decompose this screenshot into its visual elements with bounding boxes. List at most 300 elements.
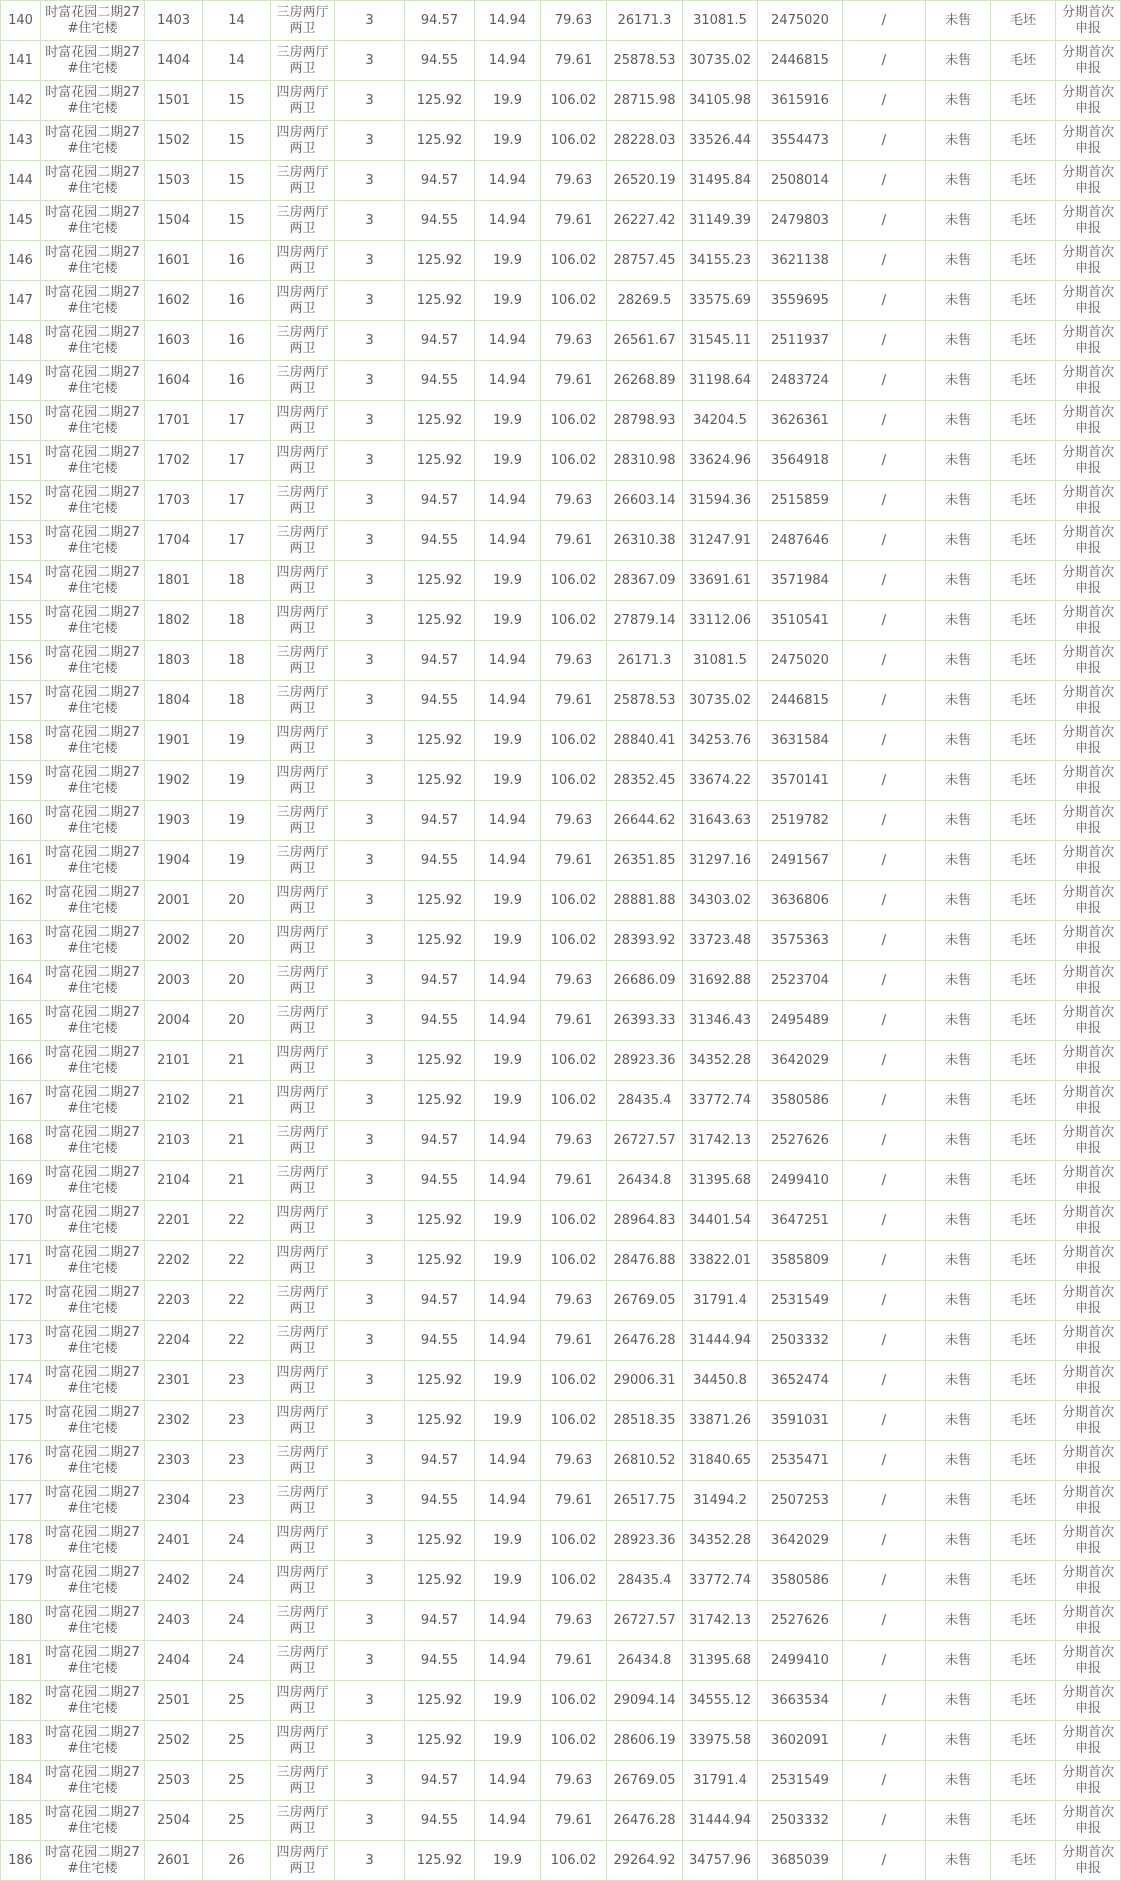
cell-price-per-interior-area: 34555.12	[683, 1681, 758, 1721]
cell-shared-area: 14.94	[475, 41, 541, 81]
cell-sale-status: 未售	[926, 281, 991, 321]
table-row	[1, 1121, 1121, 1161]
cell-interior-area: 106.02	[541, 921, 607, 961]
cell-interior-area: 79.63	[541, 161, 607, 201]
cell-room-number: 1702	[145, 441, 203, 481]
cell-unit-count: 3	[335, 1041, 405, 1081]
cell-row-index: 171	[1, 1241, 41, 1281]
table-row	[1, 481, 1121, 521]
cell-declaration-note: 分期首次申报	[1056, 41, 1121, 81]
cell-unit-layout: 四房两厅两卫	[271, 921, 335, 961]
cell-price-per-building-area: 28964.83	[607, 1201, 683, 1241]
cell-row-index: 168	[1, 1121, 41, 1161]
cell-record-info: /	[843, 401, 926, 441]
cell-floor-number: 24	[203, 1601, 271, 1641]
cell-interior-area: 79.63	[541, 321, 607, 361]
table-row	[1, 721, 1121, 761]
cell-building-area: 125.92	[405, 1561, 475, 1601]
cell-building-area: 94.57	[405, 1761, 475, 1801]
cell-unit-layout: 四房两厅两卫	[271, 81, 335, 121]
cell-total-price: 3591031	[758, 1401, 843, 1441]
cell-floor-number: 20	[203, 921, 271, 961]
cell-building-area: 94.55	[405, 521, 475, 561]
cell-price-per-interior-area: 33674.22	[683, 761, 758, 801]
cell-price-per-interior-area: 31198.64	[683, 361, 758, 401]
cell-total-price: 2531549	[758, 1761, 843, 1801]
cell-room-number: 2202	[145, 1241, 203, 1281]
cell-declaration-note: 分期首次申报	[1056, 401, 1121, 441]
cell-finish-type: 毛坯	[991, 1281, 1056, 1321]
cell-building-area: 125.92	[405, 241, 475, 281]
cell-shared-area: 19.9	[475, 1841, 541, 1881]
table-row	[1, 1561, 1121, 1601]
table-row	[1, 81, 1121, 121]
cell-shared-area: 14.94	[475, 1601, 541, 1641]
cell-finish-type: 毛坯	[991, 1121, 1056, 1161]
cell-unit-layout: 四房两厅两卫	[271, 1561, 335, 1601]
cell-unit-layout: 三房两厅两卫	[271, 961, 335, 1001]
cell-finish-type: 毛坯	[991, 241, 1056, 281]
cell-building-name: 时富花园二期27#住宅楼	[41, 721, 145, 761]
cell-price-per-building-area: 28518.35	[607, 1401, 683, 1441]
cell-interior-area: 79.61	[541, 841, 607, 881]
cell-shared-area: 19.9	[475, 1201, 541, 1241]
cell-row-index: 159	[1, 761, 41, 801]
table-row	[1, 1081, 1121, 1121]
cell-interior-area: 79.63	[541, 1601, 607, 1641]
cell-interior-area: 106.02	[541, 721, 607, 761]
cell-building-area: 125.92	[405, 601, 475, 641]
cell-record-info: /	[843, 41, 926, 81]
cell-interior-area: 106.02	[541, 1081, 607, 1121]
cell-unit-count: 3	[335, 721, 405, 761]
cell-price-per-interior-area: 31081.5	[683, 1, 758, 41]
table-row	[1, 681, 1121, 721]
cell-sale-status: 未售	[926, 801, 991, 841]
cell-shared-area: 19.9	[475, 1521, 541, 1561]
cell-building-area: 94.55	[405, 361, 475, 401]
cell-unit-layout: 四房两厅两卫	[271, 1081, 335, 1121]
cell-record-info: /	[843, 1561, 926, 1601]
cell-room-number: 2304	[145, 1481, 203, 1521]
cell-building-area: 94.57	[405, 1441, 475, 1481]
cell-record-info: /	[843, 841, 926, 881]
cell-shared-area: 14.94	[475, 641, 541, 681]
cell-building-area: 125.92	[405, 1041, 475, 1081]
cell-declaration-note: 分期首次申报	[1056, 1, 1121, 41]
cell-record-info: /	[843, 81, 926, 121]
cell-room-number: 2201	[145, 1201, 203, 1241]
cell-declaration-note: 分期首次申报	[1056, 1001, 1121, 1041]
cell-building-name: 时富花园二期27#住宅楼	[41, 1841, 145, 1881]
cell-floor-number: 16	[203, 361, 271, 401]
cell-total-price: 2527626	[758, 1121, 843, 1161]
cell-interior-area: 79.61	[541, 521, 607, 561]
cell-shared-area: 14.94	[475, 1441, 541, 1481]
cell-record-info: /	[843, 1601, 926, 1641]
cell-interior-area: 79.63	[541, 1, 607, 41]
cell-room-number: 1703	[145, 481, 203, 521]
cell-total-price: 2507253	[758, 1481, 843, 1521]
cell-building-area: 125.92	[405, 1681, 475, 1721]
cell-unit-layout: 四房两厅两卫	[271, 1721, 335, 1761]
cell-finish-type: 毛坯	[991, 961, 1056, 1001]
cell-interior-area: 106.02	[541, 1401, 607, 1441]
cell-interior-area: 79.61	[541, 681, 607, 721]
cell-shared-area: 19.9	[475, 1241, 541, 1281]
cell-building-name: 时富花园二期27#住宅楼	[41, 1401, 145, 1441]
table-row	[1, 1721, 1121, 1761]
cell-finish-type: 毛坯	[991, 721, 1056, 761]
cell-building-name: 时富花园二期27#住宅楼	[41, 961, 145, 1001]
table-row	[1, 201, 1121, 241]
cell-building-name: 时富花园二期27#住宅楼	[41, 1041, 145, 1081]
cell-record-info: /	[843, 881, 926, 921]
cell-interior-area: 106.02	[541, 281, 607, 321]
cell-sale-status: 未售	[926, 1121, 991, 1161]
cell-price-per-interior-area: 31840.65	[683, 1441, 758, 1481]
cell-price-per-interior-area: 33772.74	[683, 1081, 758, 1121]
cell-building-area: 94.57	[405, 161, 475, 201]
cell-unit-count: 3	[335, 681, 405, 721]
cell-sale-status: 未售	[926, 81, 991, 121]
cell-total-price: 3652474	[758, 1361, 843, 1401]
cell-price-per-building-area: 26561.67	[607, 321, 683, 361]
cell-sale-status: 未售	[926, 1801, 991, 1841]
cell-unit-count: 3	[335, 1681, 405, 1721]
table-body	[1, 1, 1121, 1881]
table-row	[1, 1841, 1121, 1881]
cell-declaration-note: 分期首次申报	[1056, 681, 1121, 721]
cell-building-area: 125.92	[405, 121, 475, 161]
cell-room-number: 1802	[145, 601, 203, 641]
cell-shared-area: 19.9	[475, 281, 541, 321]
cell-price-per-building-area: 26434.8	[607, 1161, 683, 1201]
cell-finish-type: 毛坯	[991, 1321, 1056, 1361]
cell-price-per-building-area: 26351.85	[607, 841, 683, 881]
cell-floor-number: 20	[203, 961, 271, 1001]
cell-row-index: 149	[1, 361, 41, 401]
cell-record-info: /	[843, 361, 926, 401]
table-row	[1, 1161, 1121, 1201]
cell-sale-status: 未售	[926, 641, 991, 681]
table-row	[1, 1401, 1121, 1441]
table-row	[1, 241, 1121, 281]
cell-declaration-note: 分期首次申报	[1056, 881, 1121, 921]
cell-declaration-note: 分期首次申报	[1056, 841, 1121, 881]
cell-floor-number: 19	[203, 801, 271, 841]
cell-floor-number: 23	[203, 1401, 271, 1441]
cell-total-price: 3554473	[758, 121, 843, 161]
cell-building-name: 时富花园二期27#住宅楼	[41, 1321, 145, 1361]
cell-price-per-building-area: 28352.45	[607, 761, 683, 801]
cell-floor-number: 15	[203, 121, 271, 161]
cell-price-per-building-area: 26686.09	[607, 961, 683, 1001]
table-row	[1, 1041, 1121, 1081]
cell-interior-area: 106.02	[541, 1841, 607, 1881]
cell-sale-status: 未售	[926, 1161, 991, 1201]
cell-building-name: 时富花园二期27#住宅楼	[41, 1001, 145, 1041]
cell-total-price: 3510541	[758, 601, 843, 641]
cell-declaration-note: 分期首次申报	[1056, 1161, 1121, 1201]
cell-price-per-building-area: 28476.88	[607, 1241, 683, 1281]
cell-record-info: /	[843, 1841, 926, 1881]
cell-total-price: 3585809	[758, 1241, 843, 1281]
cell-sale-status: 未售	[926, 1441, 991, 1481]
cell-building-area: 94.57	[405, 1121, 475, 1161]
cell-total-price: 3571984	[758, 561, 843, 601]
cell-shared-area: 14.94	[475, 1761, 541, 1801]
cell-unit-layout: 四房两厅两卫	[271, 601, 335, 641]
cell-floor-number: 18	[203, 641, 271, 681]
cell-building-area: 94.55	[405, 681, 475, 721]
cell-price-per-interior-area: 34204.5	[683, 401, 758, 441]
cell-declaration-note: 分期首次申报	[1056, 1281, 1121, 1321]
cell-unit-layout: 三房两厅两卫	[271, 801, 335, 841]
cell-interior-area: 79.63	[541, 1121, 607, 1161]
cell-finish-type: 毛坯	[991, 1601, 1056, 1641]
cell-unit-count: 3	[335, 1121, 405, 1161]
cell-total-price: 2483724	[758, 361, 843, 401]
cell-unit-layout: 三房两厅两卫	[271, 1121, 335, 1161]
cell-floor-number: 16	[203, 281, 271, 321]
cell-total-price: 2446815	[758, 41, 843, 81]
cell-room-number: 2103	[145, 1121, 203, 1161]
cell-finish-type: 毛坯	[991, 1441, 1056, 1481]
cell-record-info: /	[843, 1401, 926, 1441]
cell-row-index: 140	[1, 1, 41, 41]
table-row	[1, 841, 1121, 881]
cell-total-price: 2527626	[758, 1601, 843, 1641]
cell-shared-area: 14.94	[475, 321, 541, 361]
cell-price-per-building-area: 26171.3	[607, 1, 683, 41]
cell-shared-area: 19.9	[475, 761, 541, 801]
cell-shared-area: 19.9	[475, 241, 541, 281]
cell-price-per-building-area: 26171.3	[607, 641, 683, 681]
cell-record-info: /	[843, 481, 926, 521]
cell-shared-area: 19.9	[475, 1401, 541, 1441]
cell-record-info: /	[843, 201, 926, 241]
cell-row-index: 161	[1, 841, 41, 881]
cell-interior-area: 106.02	[541, 1201, 607, 1241]
cell-record-info: /	[843, 1681, 926, 1721]
cell-room-number: 1704	[145, 521, 203, 561]
cell-declaration-note: 分期首次申报	[1056, 1081, 1121, 1121]
cell-declaration-note: 分期首次申报	[1056, 1321, 1121, 1361]
table-row	[1, 281, 1121, 321]
cell-room-number: 2504	[145, 1801, 203, 1841]
table-row	[1, 1241, 1121, 1281]
table-row	[1, 441, 1121, 481]
cell-interior-area: 79.61	[541, 1481, 607, 1521]
cell-unit-count: 3	[335, 401, 405, 441]
cell-declaration-note: 分期首次申报	[1056, 1681, 1121, 1721]
cell-building-name: 时富花园二期27#住宅楼	[41, 1441, 145, 1481]
cell-total-price: 2491567	[758, 841, 843, 881]
table-row	[1, 41, 1121, 81]
table-row	[1, 1281, 1121, 1321]
cell-unit-layout: 三房两厅两卫	[271, 201, 335, 241]
cell-building-area: 125.92	[405, 1361, 475, 1401]
cell-unit-layout: 三房两厅两卫	[271, 1321, 335, 1361]
cell-building-area: 125.92	[405, 761, 475, 801]
cell-row-index: 170	[1, 1201, 41, 1241]
cell-floor-number: 23	[203, 1441, 271, 1481]
cell-floor-number: 21	[203, 1081, 271, 1121]
cell-building-name: 时富花园二期27#住宅楼	[41, 361, 145, 401]
cell-unit-count: 3	[335, 841, 405, 881]
cell-building-area: 94.55	[405, 201, 475, 241]
cell-record-info: /	[843, 1361, 926, 1401]
cell-total-price: 3615916	[758, 81, 843, 121]
cell-building-name: 时富花园二期27#住宅楼	[41, 1681, 145, 1721]
cell-price-per-interior-area: 34105.98	[683, 81, 758, 121]
cell-shared-area: 14.94	[475, 1, 541, 41]
cell-declaration-note: 分期首次申报	[1056, 1361, 1121, 1401]
cell-declaration-note: 分期首次申报	[1056, 1801, 1121, 1841]
cell-declaration-note: 分期首次申报	[1056, 1241, 1121, 1281]
cell-interior-area: 106.02	[541, 601, 607, 641]
cell-unit-layout: 三房两厅两卫	[271, 1801, 335, 1841]
cell-record-info: /	[843, 161, 926, 201]
cell-room-number: 1602	[145, 281, 203, 321]
cell-row-index: 146	[1, 241, 41, 281]
cell-record-info: /	[843, 1161, 926, 1201]
cell-row-index: 173	[1, 1321, 41, 1361]
cell-floor-number: 22	[203, 1321, 271, 1361]
cell-price-per-building-area: 26476.28	[607, 1321, 683, 1361]
cell-price-per-interior-area: 31594.36	[683, 481, 758, 521]
cell-unit-layout: 三房两厅两卫	[271, 41, 335, 81]
cell-record-info: /	[843, 121, 926, 161]
cell-room-number: 2502	[145, 1721, 203, 1761]
cell-shared-area: 19.9	[475, 721, 541, 761]
cell-record-info: /	[843, 1721, 926, 1761]
cell-floor-number: 24	[203, 1641, 271, 1681]
cell-building-area: 94.55	[405, 1321, 475, 1361]
cell-unit-layout: 三房两厅两卫	[271, 521, 335, 561]
cell-price-per-interior-area: 31149.39	[683, 201, 758, 241]
cell-price-per-building-area: 28269.5	[607, 281, 683, 321]
cell-building-name: 时富花园二期27#住宅楼	[41, 1121, 145, 1161]
cell-floor-number: 25	[203, 1761, 271, 1801]
cell-total-price: 2511937	[758, 321, 843, 361]
table-row	[1, 1201, 1121, 1241]
cell-finish-type: 毛坯	[991, 1681, 1056, 1721]
cell-finish-type: 毛坯	[991, 801, 1056, 841]
cell-finish-type: 毛坯	[991, 1001, 1056, 1041]
cell-price-per-building-area: 26268.89	[607, 361, 683, 401]
cell-unit-layout: 四房两厅两卫	[271, 721, 335, 761]
cell-row-index: 180	[1, 1601, 41, 1641]
cell-record-info: /	[843, 241, 926, 281]
cell-price-per-building-area: 28435.4	[607, 1081, 683, 1121]
cell-sale-status: 未售	[926, 1721, 991, 1761]
cell-price-per-building-area: 28606.19	[607, 1721, 683, 1761]
cell-sale-status: 未售	[926, 321, 991, 361]
cell-shared-area: 19.9	[475, 1721, 541, 1761]
table-row	[1, 761, 1121, 801]
cell-record-info: /	[843, 1121, 926, 1161]
cell-room-number: 2403	[145, 1601, 203, 1641]
cell-unit-layout: 三房两厅两卫	[271, 1641, 335, 1681]
cell-room-number: 2301	[145, 1361, 203, 1401]
table-row	[1, 1801, 1121, 1841]
cell-building-name: 时富花园二期27#住宅楼	[41, 1281, 145, 1321]
cell-total-price: 3559695	[758, 281, 843, 321]
cell-price-per-building-area: 26434.8	[607, 1641, 683, 1681]
cell-interior-area: 79.63	[541, 961, 607, 1001]
cell-interior-area: 106.02	[541, 401, 607, 441]
cell-unit-layout: 三房两厅两卫	[271, 161, 335, 201]
cell-unit-count: 3	[335, 1481, 405, 1521]
cell-unit-count: 3	[335, 361, 405, 401]
cell-price-per-interior-area: 33975.58	[683, 1721, 758, 1761]
cell-building-name: 时富花园二期27#住宅楼	[41, 1521, 145, 1561]
table-row	[1, 521, 1121, 561]
cell-floor-number: 21	[203, 1041, 271, 1081]
cell-unit-count: 3	[335, 761, 405, 801]
cell-unit-count: 3	[335, 1761, 405, 1801]
cell-row-index: 186	[1, 1841, 41, 1881]
cell-declaration-note: 分期首次申报	[1056, 601, 1121, 641]
cell-row-index: 178	[1, 1521, 41, 1561]
cell-declaration-note: 分期首次申报	[1056, 1761, 1121, 1801]
table-row	[1, 1321, 1121, 1361]
cell-finish-type: 毛坯	[991, 41, 1056, 81]
cell-floor-number: 24	[203, 1521, 271, 1561]
cell-record-info: /	[843, 521, 926, 561]
cell-price-per-interior-area: 30735.02	[683, 41, 758, 81]
cell-total-price: 2519782	[758, 801, 843, 841]
cell-building-area: 94.55	[405, 1161, 475, 1201]
cell-unit-layout: 四房两厅两卫	[271, 881, 335, 921]
cell-declaration-note: 分期首次申报	[1056, 1201, 1121, 1241]
cell-sale-status: 未售	[926, 1321, 991, 1361]
cell-unit-count: 3	[335, 1241, 405, 1281]
cell-record-info: /	[843, 641, 926, 681]
table-row	[1, 1001, 1121, 1041]
cell-declaration-note: 分期首次申报	[1056, 481, 1121, 521]
cell-total-price: 2531549	[758, 1281, 843, 1321]
cell-sale-status: 未售	[926, 201, 991, 241]
cell-declaration-note: 分期首次申报	[1056, 1721, 1121, 1761]
cell-shared-area: 14.94	[475, 1161, 541, 1201]
cell-sale-status: 未售	[926, 1241, 991, 1281]
cell-building-area: 94.57	[405, 641, 475, 681]
cell-total-price: 3575363	[758, 921, 843, 961]
cell-shared-area: 19.9	[475, 1561, 541, 1601]
cell-building-name: 时富花园二期27#住宅楼	[41, 41, 145, 81]
cell-unit-layout: 四房两厅两卫	[271, 1841, 335, 1881]
cell-building-name: 时富花园二期27#住宅楼	[41, 801, 145, 841]
cell-room-number: 1504	[145, 201, 203, 241]
cell-room-number: 1501	[145, 81, 203, 121]
cell-unit-count: 3	[335, 961, 405, 1001]
cell-declaration-note: 分期首次申报	[1056, 961, 1121, 1001]
cell-finish-type: 毛坯	[991, 641, 1056, 681]
cell-record-info: /	[843, 601, 926, 641]
cell-finish-type: 毛坯	[991, 1201, 1056, 1241]
cell-finish-type: 毛坯	[991, 921, 1056, 961]
cell-shared-area: 14.94	[475, 521, 541, 561]
cell-shared-area: 14.94	[475, 1001, 541, 1041]
cell-floor-number: 19	[203, 761, 271, 801]
cell-total-price: 3626361	[758, 401, 843, 441]
cell-building-area: 125.92	[405, 881, 475, 921]
cell-shared-area: 19.9	[475, 1041, 541, 1081]
cell-record-info: /	[843, 1481, 926, 1521]
